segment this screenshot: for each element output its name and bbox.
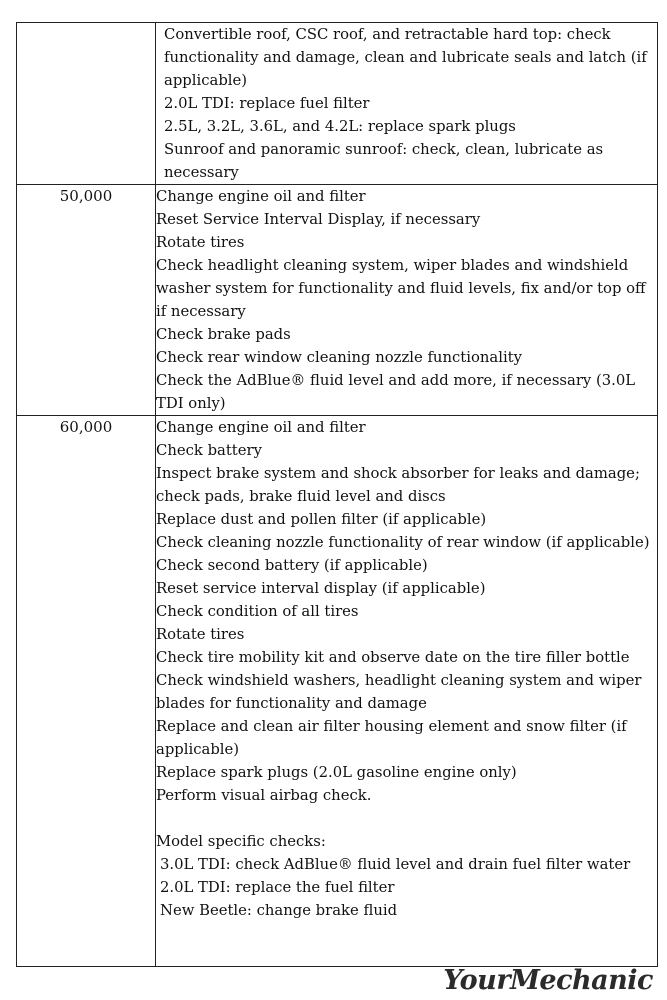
- tasks-cell: [156, 23, 658, 185]
- model-specific-item: 3.0L TDI: check AdBlue® fluid level and drain fuel filter water: [160, 856, 631, 873]
- task-item: Check battery: [156, 442, 262, 459]
- task-item: Check rear window cleaning nozzle functionality: [156, 349, 522, 366]
- task-item: Replace dust and pollen filter (if applicable): [156, 511, 487, 528]
- model-specific-heading: Model specific checks:: [156, 833, 326, 850]
- task-item: Check brake pads: [156, 326, 291, 343]
- task-item: Reset Service Interval Display, if necessary: [156, 211, 481, 228]
- task-item: Reset service interval display (if applicable): [156, 580, 486, 597]
- task-item: Perform visual airbag check.: [156, 787, 372, 804]
- task-item: Check windshield washers, headlight cleaning system and wiper blades for functionality and damage: [156, 672, 642, 712]
- yourmechanic-logo: YourMechanic: [443, 965, 653, 996]
- table-row: [17, 23, 658, 185]
- task-item: Replace and clean air filter housing element and snow filter (if applicable): [156, 718, 627, 758]
- task-item: 2.5L, 3.2L, 3.6L, and 4.2L: replace spark plugs: [164, 118, 516, 135]
- mileage-cell: 60,000: [17, 416, 156, 967]
- task-item: Check second battery (if applicable): [156, 557, 428, 574]
- table-row: [17, 416, 658, 967]
- task-item: Change engine oil and filter: [156, 419, 366, 436]
- model-specific-item: 2.0L TDI: replace the fuel filter: [160, 879, 395, 896]
- tasks-cell: [156, 185, 658, 416]
- task-item: Sunroof and panoramic sunroof: check, clean, lubricate as necessary: [164, 141, 604, 181]
- task-item: Check condition of all tires: [156, 603, 359, 620]
- task-item: Check the AdBlue® fluid level and add more, if necessary (3.0L TDI only): [156, 372, 636, 412]
- task-item: Rotate tires: [156, 626, 245, 643]
- mileage-cell: [17, 23, 156, 185]
- task-item: 2.0L TDI: replace fuel filter: [164, 95, 370, 112]
- task-item: Replace spark plugs (2.0L gasoline engine only): [156, 764, 517, 781]
- task-item: Check headlight cleaning system, wiper blades and windshield washer system for functionality and fluid levels, fix and/or top off if necessary: [156, 257, 646, 320]
- task-item: Check cleaning nozzle functionality of rear window (if applicable): [156, 534, 650, 551]
- maintenance-schedule-table: [16, 22, 658, 967]
- task-item: Check tire mobility kit and observe date on the tire filler bottle: [156, 649, 630, 666]
- mileage-cell: 50,000: [17, 185, 156, 416]
- tasks-cell: [156, 416, 658, 967]
- table-row: [17, 185, 658, 416]
- model-specific-item: New Beetle: change brake fluid: [160, 902, 398, 919]
- task-item: Rotate tires: [156, 234, 245, 251]
- task-item: Convertible roof, CSC roof, and retractable hard top: check functionality and damage, clean and lubricate seals and latch (if applicable): [164, 26, 647, 89]
- spacer: [156, 807, 657, 830]
- task-item: Inspect brake system and shock absorber for leaks and damage; check pads, brake fluid level and discs: [156, 465, 640, 505]
- task-item: Change engine oil and filter: [156, 188, 366, 205]
